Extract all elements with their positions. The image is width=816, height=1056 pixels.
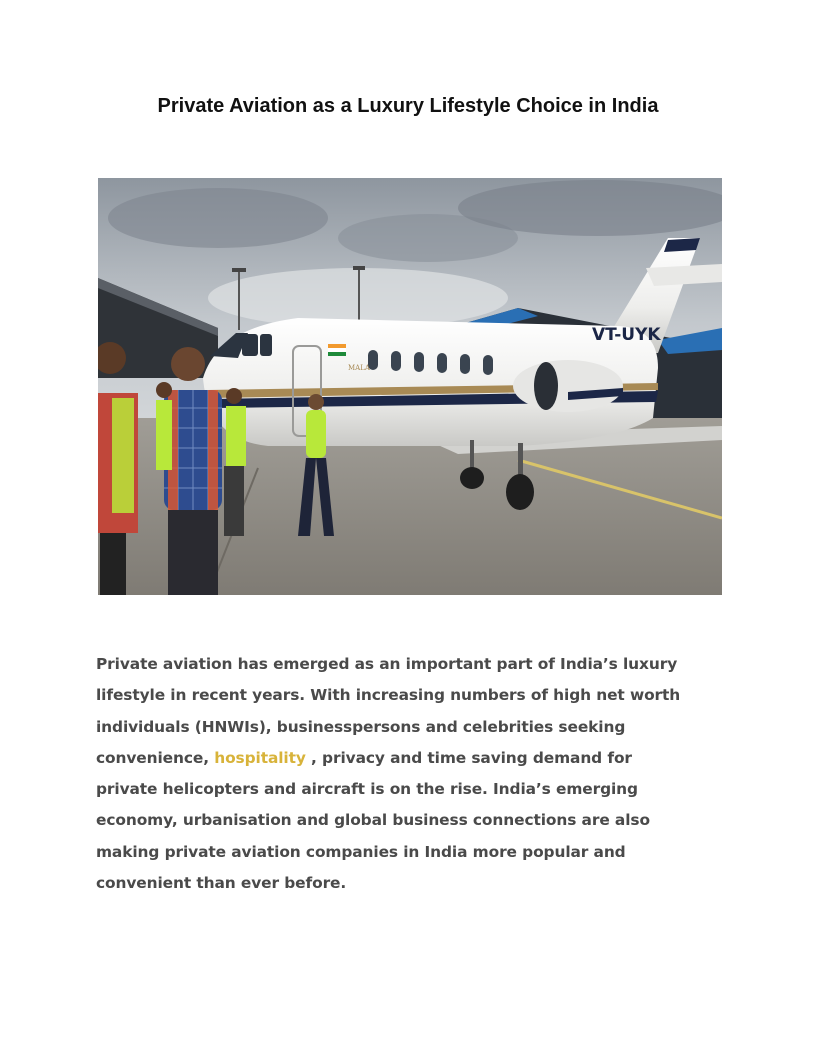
svg-text:VT-UYK: VT-UYK bbox=[592, 325, 661, 345]
page-title: Private Aviation as a Luxury Lifestyle Choice in India bbox=[157, 95, 659, 117]
paragraph-text-end: , privacy and time saving demand for private helicopters and aircraft is on the rise. India’s emerging economy, urbanisation and global business connections are also making private aviation companies in India more popular and convenient than ever before. bbox=[96, 748, 650, 893]
svg-text:MALA: MALA bbox=[348, 364, 370, 372]
hospitality-link[interactable]: hospitality bbox=[214, 748, 306, 767]
intro-paragraph bbox=[96, 649, 696, 899]
private-jet-photo bbox=[98, 178, 722, 595]
paragraph-text-start: Private aviation has emerged as an important part of India’s luxury lifestyle in recent years. With increasing numbers of high net worth individuals (HNWIs), businesspersons and celebrities seeking convenience, bbox=[96, 655, 681, 767]
